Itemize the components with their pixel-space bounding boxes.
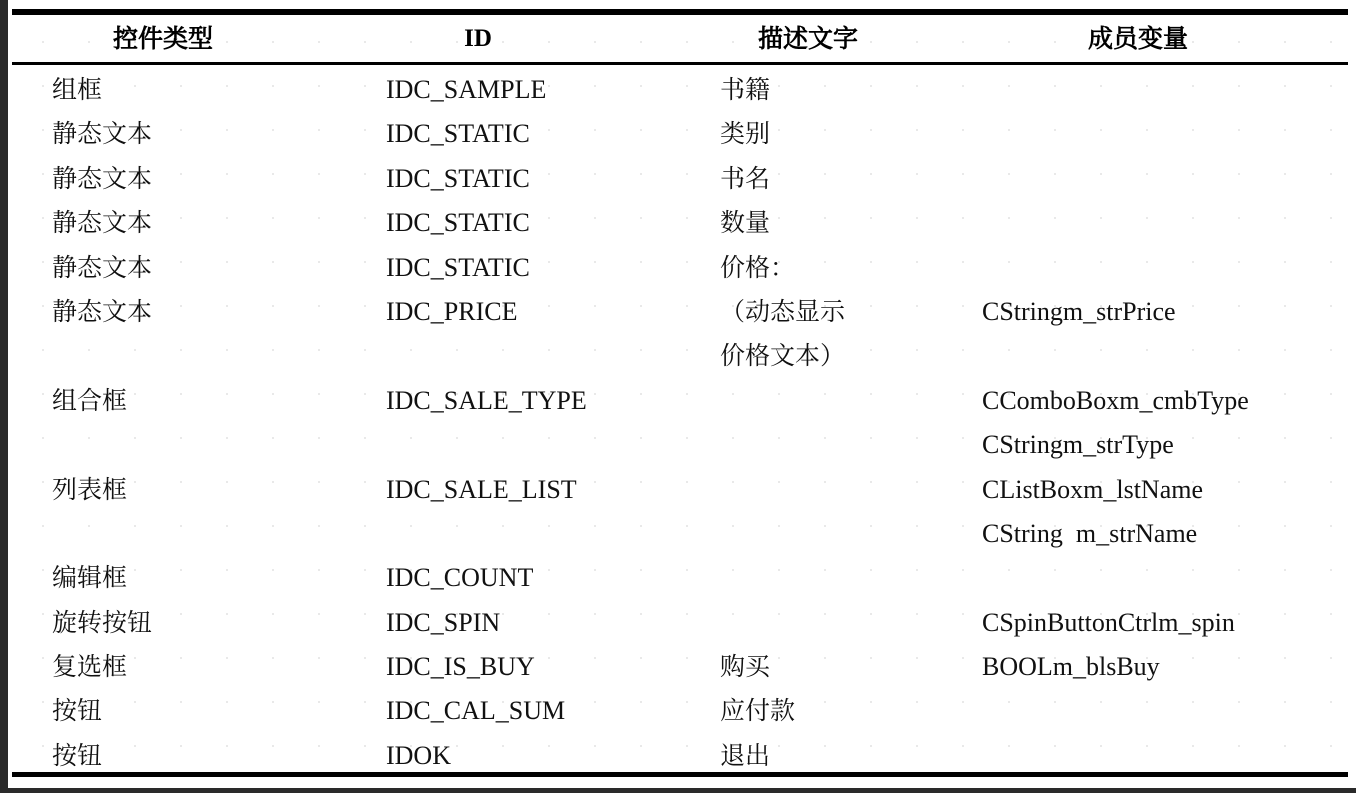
cell-id: IDC_STATIC: [386, 163, 530, 193]
table-row: [8, 112, 1348, 156]
cell-id: IDC_SALE_TYPE: [386, 385, 587, 415]
cell-member-variable: CStringm_strPrice: [982, 296, 1176, 326]
cell-description: 退出: [720, 740, 771, 770]
table-row: [8, 601, 1348, 645]
cell-control-type: 静态文本: [52, 208, 153, 238]
table-row: [8, 556, 1348, 600]
table-body: [8, 68, 1348, 778]
cell-id: IDC_IS_BUY: [386, 652, 535, 682]
cell-control-type: 列表框: [52, 474, 128, 504]
cell-id: IDC_SALE_LIST: [386, 474, 577, 504]
cell-control-type: 复选框: [52, 652, 128, 682]
cell-control-type: 组合框: [52, 385, 128, 415]
cell-control-type: 组框: [52, 75, 103, 104]
cell-id: IDC_CAL_SUM: [386, 696, 566, 726]
header-control-type: 控件类型: [112, 24, 213, 53]
cell-id: IDC_SPIN: [386, 607, 501, 637]
cell-member-variable: CString m_strName: [982, 518, 1198, 548]
cell-member-variable: BOOLm_blsBuy: [982, 652, 1160, 682]
cell-control-type: 编辑框: [52, 563, 128, 593]
cell-control-type: 静态文本: [52, 163, 153, 193]
header-description: 描述文字: [757, 24, 858, 53]
cell-description: 类别: [720, 119, 771, 149]
table-row: [8, 334, 1348, 378]
table-row: [8, 201, 1348, 245]
cell-description: （动态显示: [720, 296, 846, 326]
cell-id: IDC_SAMPLE: [386, 75, 547, 104]
table-row: [8, 68, 1348, 112]
table-row: [8, 157, 1348, 201]
cell-description: 价格：: [720, 252, 796, 282]
table-header-rule: [12, 62, 1348, 65]
cell-control-type: 静态文本: [52, 119, 153, 149]
cell-description: 应付款: [720, 696, 796, 726]
cell-description: 数量: [720, 208, 771, 238]
cell-control-type: 静态文本: [52, 296, 153, 326]
table-row: [8, 645, 1348, 689]
table-row: [8, 423, 1348, 467]
cell-control-type: 静态文本: [52, 252, 153, 282]
cell-control-type: 按钮: [52, 696, 103, 726]
table-row: [8, 468, 1348, 512]
cell-id: IDC_PRICE: [386, 296, 518, 326]
header-id: ID: [464, 25, 492, 52]
cell-control-type: 旋转按钮: [52, 607, 153, 637]
cell-member-variable: CListBoxm_lstName: [982, 474, 1203, 504]
table-top-rule: [12, 9, 1348, 15]
table-row: [8, 290, 1348, 334]
cell-description: 购买: [720, 652, 771, 682]
cell-member-variable: CStringm_strType: [982, 430, 1174, 460]
cell-member-variable: CSpinButtonCtrlm_spin: [982, 607, 1235, 637]
document-page: [8, 0, 1356, 788]
table-row: [8, 379, 1348, 423]
table-bottom-rule: [12, 772, 1348, 777]
table-row: [8, 512, 1348, 556]
cell-id: IDC_STATIC: [386, 208, 530, 238]
cell-id: IDOK: [386, 740, 451, 770]
header-member-variable: 成员变量: [1087, 24, 1188, 53]
cell-description: 价格文本）: [720, 341, 846, 371]
cell-control-type: 按钮: [52, 740, 103, 770]
cell-member-variable: CComboBoxm_cmbType: [982, 385, 1249, 415]
cell-id: IDC_COUNT: [386, 563, 534, 593]
cell-description: 书籍: [720, 75, 771, 104]
cell-id: IDC_STATIC: [386, 119, 530, 149]
cell-id: IDC_STATIC: [386, 252, 530, 282]
cell-description: 书名: [720, 163, 771, 193]
table-row: [8, 246, 1348, 290]
table-row: [8, 689, 1348, 733]
